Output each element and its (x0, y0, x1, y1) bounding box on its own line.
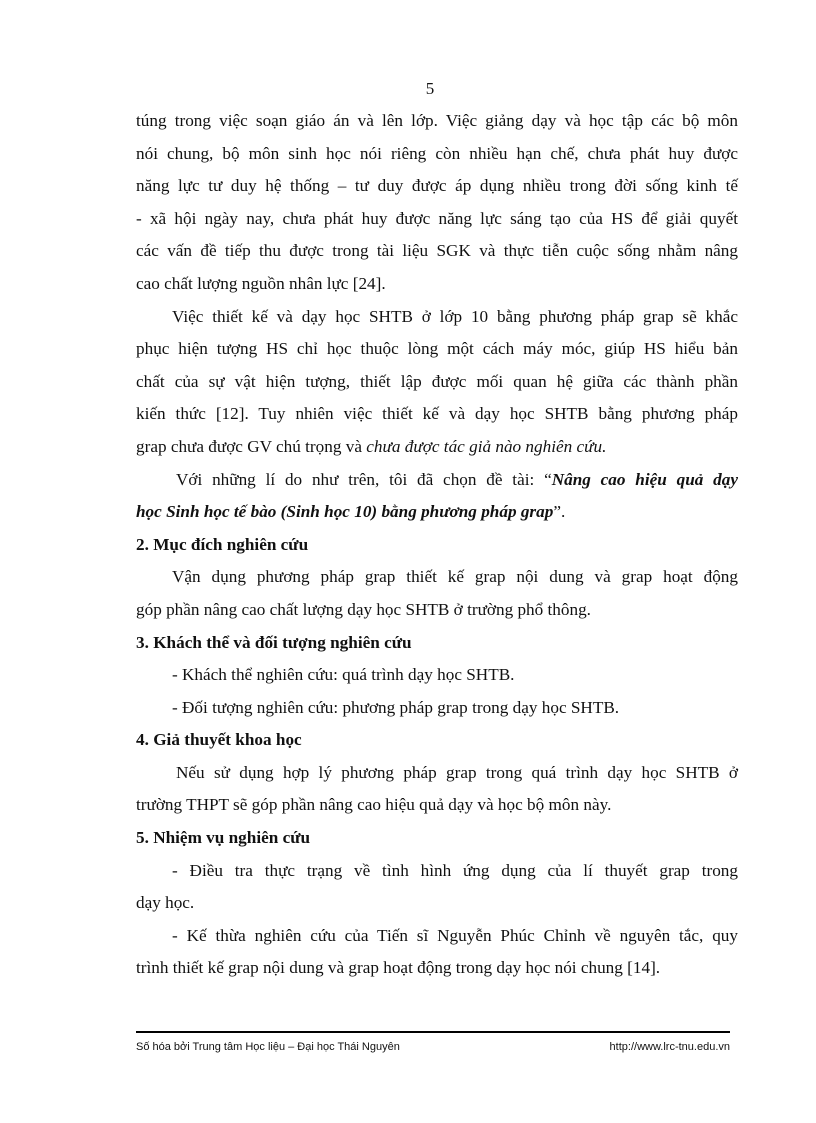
text-run: Với những lí do như trên, tôi đã chọn đề tài: “ (176, 469, 552, 489)
paragraph-line (136, 431, 738, 464)
page-number: 5 (425, 79, 435, 98)
paragraph-line: trường THPT sẽ góp phần nâng cao hiệu quả dạy và học bộ môn này. (136, 795, 612, 815)
paragraph-line: Việc thiết kế và dạy học SHTB ở lớp 10 bằng phương pháp grap sẽ khắc (172, 306, 738, 326)
list-item: - Kế thừa nghiên cứu của Tiến sĩ Nguyễn Phúc Chỉnh về nguyên tắc, quy (172, 925, 738, 945)
text-run: ”. (553, 502, 566, 522)
paragraph-line: dạy học. (136, 893, 195, 913)
paragraph-line: góp phần nâng cao chất lượng dạy học SHTB ở trường phổ thông. (136, 599, 591, 619)
thesis-title: học Sinh học tế bào (Sinh học 10) bằng phương pháp grap (136, 502, 554, 522)
paragraph-line: năng lực tư duy hệ thống – tư duy được áp dụng nhiều trong đời sống kinh tế (136, 176, 738, 196)
thesis-title: Nâng cao hiệu quả dạy (551, 469, 738, 489)
text-run: grap chưa được GV chú trọng và (136, 436, 367, 456)
paragraph-line: kiến thức [12]. Tuy nhiên việc thiết kế và dạy học SHTB bằng phương pháp (136, 404, 738, 424)
paragraph-line (136, 496, 738, 529)
footer-url: http://www.lrc-tnu.edu.vn (609, 1041, 730, 1053)
section-heading: 3. Khách thể và đối tượng nghiên cứu (136, 632, 412, 652)
paragraph-line: cao chất lượng nguồn nhân lực [24]. (136, 273, 386, 293)
italic-text: chưa được tác giả nào nghiên cứu. (366, 436, 607, 456)
section-heading: 4. Giả thuyết khoa học (136, 730, 302, 750)
paragraph-line: Nếu sử dụng hợp lý phương pháp grap trong quá trình dạy học SHTB ở (176, 762, 738, 782)
paragraph-line: - xã hội ngày nay, chưa phát huy được năng lực sáng tạo của HS để giải quyết (136, 208, 738, 228)
section-heading: 2. Mục đích nghiên cứu (136, 534, 309, 554)
footer-credit: Số hóa bởi Trung tâm Học liệu – Đại học Thái Nguyên (136, 1041, 400, 1053)
paragraph-line (136, 464, 738, 497)
paragraph-line: phục hiện tượng HS chỉ học thuộc lòng một cách máy móc, giúp HS hiểu bản (136, 339, 738, 359)
paragraph-line: trình thiết kế grap nội dung và grap hoạt động trong dạy học nói chung [14]. (136, 958, 661, 978)
paragraph-line: túng trong việc soạn giáo án và lên lớp. Việc giảng dạy và học tập các bộ môn (136, 111, 738, 130)
paragraph-line: nói chung, bộ môn sinh học nói riêng còn nhiều hạn chế, chưa phát huy được (136, 143, 738, 163)
paragraph-line: Vận dụng phương pháp grap thiết kế grap nội dung và grap hoạt động (172, 567, 738, 587)
list-item: - Đối tượng nghiên cứu: phương pháp grap trong dạy học SHTB. (172, 697, 620, 717)
list-item: - Điều tra thực trạng về tình hình ứng dụng của lí thuyết grap trong (172, 860, 738, 880)
document-body (136, 105, 738, 985)
paragraph-line: chất của sự vật hiện tượng, thiết lập được mối quan hệ giữa các thành phần (136, 371, 738, 391)
footer-divider (136, 1031, 730, 1033)
section-heading: 5. Nhiệm vụ nghiên cứu (136, 828, 311, 848)
paragraph-line: các vấn đề tiếp thu được trong tài liệu SGK và thực tiễn cuộc sống nhằm nâng (136, 241, 738, 261)
list-item: - Khách thể nghiên cứu: quá trình dạy học SHTB. (172, 665, 515, 685)
